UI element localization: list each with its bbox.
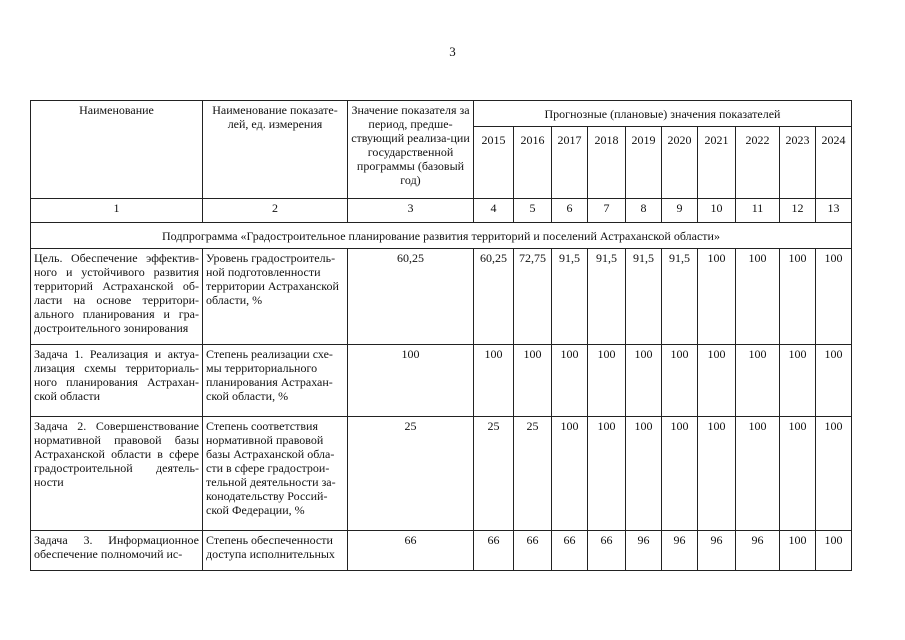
row-value: 100 <box>626 417 662 531</box>
row-base-value: 100 <box>348 345 474 417</box>
row-value: 100 <box>816 417 852 531</box>
row-value: 100 <box>736 417 780 531</box>
row-value: 91,5 <box>662 249 698 345</box>
year-cell: 2021 <box>698 127 736 199</box>
row-value: 100 <box>780 417 816 531</box>
table-row <box>31 249 852 345</box>
column-number: 10 <box>698 199 736 223</box>
column-numbers-row <box>31 199 852 223</box>
table-row <box>31 417 852 531</box>
row-value: 25 <box>474 417 514 531</box>
row-value: 100 <box>816 249 852 345</box>
column-number: 12 <box>780 199 816 223</box>
row-value: 100 <box>552 345 588 417</box>
header-name: Наименование <box>31 101 203 199</box>
row-value: 91,5 <box>552 249 588 345</box>
row-value: 96 <box>662 531 698 571</box>
row-value: 100 <box>662 345 698 417</box>
row-value: 91,5 <box>626 249 662 345</box>
row-value: 72,75 <box>514 249 552 345</box>
row-value: 100 <box>588 345 626 417</box>
row-value: 91,5 <box>588 249 626 345</box>
row-base-value: 25 <box>348 417 474 531</box>
row-value: 100 <box>698 345 736 417</box>
year-cell: 2016 <box>514 127 552 199</box>
row-value: 100 <box>780 345 816 417</box>
column-number: 2 <box>203 199 348 223</box>
row-value: 100 <box>474 345 514 417</box>
column-number: 1 <box>31 199 203 223</box>
row-value: 66 <box>588 531 626 571</box>
year-cell: 2019 <box>626 127 662 199</box>
row-value: 100 <box>514 345 552 417</box>
row-indicator: Уровень градостроитель-ной подготовленности территории Астраханской области, % <box>203 249 348 345</box>
column-number: 6 <box>552 199 588 223</box>
row-value: 100 <box>588 417 626 531</box>
row-value: 100 <box>626 345 662 417</box>
row-indicator: Степень обеспеченности доступа исполнительных <box>203 531 348 571</box>
column-number: 5 <box>514 199 552 223</box>
row-value: 100 <box>816 345 852 417</box>
row-value: 66 <box>514 531 552 571</box>
subprogram-row <box>31 223 852 249</box>
row-value: 96 <box>626 531 662 571</box>
page-number: 3 <box>449 44 456 59</box>
row-value: 66 <box>474 531 514 571</box>
row-indicator: Степень соответствия нормативной правовой базы Астраханской обла-сти в сфере градострои-тельной деятельности за-конодательству Россий-ской Федерации, % <box>203 417 348 531</box>
row-indicator: Степень реализации схе-мы территориального планирования Астрахан-ской области, % <box>203 345 348 417</box>
row-name: Задача 2. Совершенствование нормативной правовой базы Астраханской области в сфере градостроительной деятель-ности <box>31 417 203 531</box>
year-cell: 2024 <box>816 127 852 199</box>
row-value: 100 <box>662 417 698 531</box>
row-base-value: 66 <box>348 531 474 571</box>
table-row <box>31 345 852 417</box>
row-name: Задача 1. Реализация и актуа-лизация схемы территориаль-ного планирования Астрахан-ской области <box>31 345 203 417</box>
column-number: 3 <box>348 199 474 223</box>
year-cell: 2018 <box>588 127 626 199</box>
column-number: 11 <box>736 199 780 223</box>
indicators-table <box>30 100 852 571</box>
row-value: 100 <box>736 249 780 345</box>
header-forecast: Прогнозные (плановые) значения показателей <box>474 101 852 127</box>
row-value: 25 <box>514 417 552 531</box>
row-value: 100 <box>816 531 852 571</box>
column-number: 7 <box>588 199 626 223</box>
row-value: 100 <box>780 249 816 345</box>
year-cell: 2017 <box>552 127 588 199</box>
column-number: 9 <box>662 199 698 223</box>
row-name: Цель. Обеспечение эффектив-ного и устойчивого развития территорий Астраханской об-ласти на основе территори-ального планирования и гра-достроительного зонирования <box>31 249 203 345</box>
year-cell: 2020 <box>662 127 698 199</box>
column-number: 4 <box>474 199 514 223</box>
row-value: 100 <box>736 345 780 417</box>
column-number: 8 <box>626 199 662 223</box>
row-value: 100 <box>698 417 736 531</box>
header-row-1 <box>31 101 852 127</box>
row-value: 100 <box>552 417 588 531</box>
header-indicator: Наименование показате-лей, ед. измерения <box>203 101 348 199</box>
row-value: 60,25 <box>474 249 514 345</box>
row-value: 100 <box>780 531 816 571</box>
row-value: 96 <box>698 531 736 571</box>
subprogram-title: Подпрограмма «Градостроительное планирование развития территорий и поселений Астраханской области» <box>31 223 852 249</box>
column-number: 13 <box>816 199 852 223</box>
row-base-value: 60,25 <box>348 249 474 345</box>
table-row <box>31 531 852 571</box>
row-value: 96 <box>736 531 780 571</box>
year-cell: 2015 <box>474 127 514 199</box>
row-value: 66 <box>552 531 588 571</box>
row-value: 100 <box>698 249 736 345</box>
year-cell: 2022 <box>736 127 780 199</box>
header-base-value: Значение показателя за период, предше-ствующий реализа-ции государственной программы (базовый год) <box>348 101 474 199</box>
row-name: Задача 3. Информационное обеспечение полномочий ис- <box>31 531 203 571</box>
year-cell: 2023 <box>780 127 816 199</box>
